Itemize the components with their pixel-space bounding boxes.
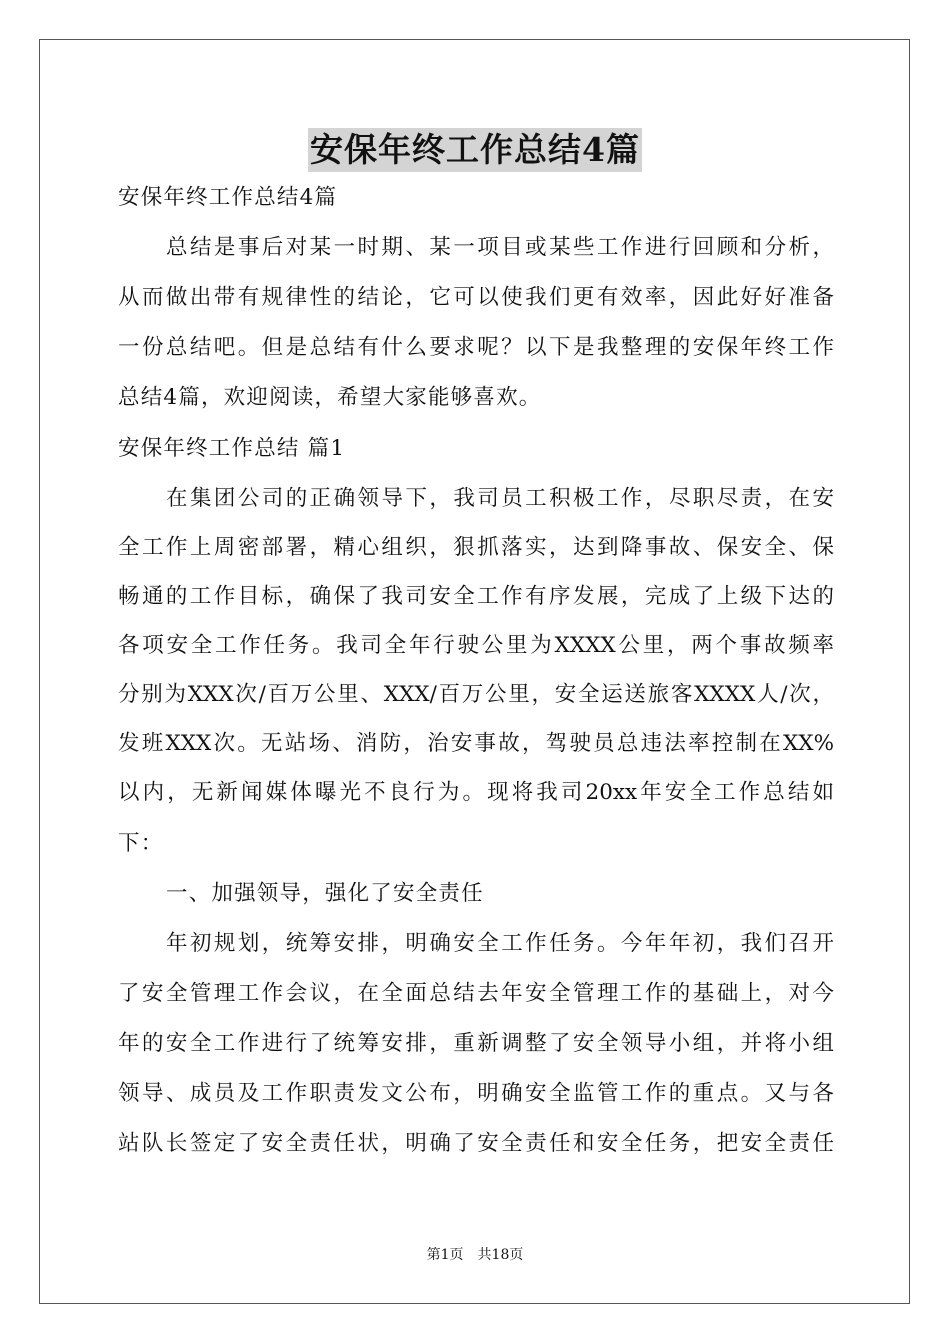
document-title-wrap	[0, 128, 950, 172]
body-line-8: 下：	[118, 831, 164, 856]
body-line-7: 以内，无新闻媒体曝光不良行为。现将我司20xx年安全工作总结如	[118, 780, 834, 805]
body-line-11: 年的安全工作进行了统筹安排，重新调整了安全领导小组，并将小组	[118, 1031, 834, 1056]
intro-line-4: 总结4篇，欢迎阅读，希望大家能够喜欢。	[118, 385, 542, 410]
document-title: 安保年终工作总结4篇	[308, 128, 642, 172]
intro-line-3: 一份总结吧。但是总结有什么要求呢？以下是我整理的安保年终工作	[118, 335, 834, 360]
body-line-13: 站队长签定了安全责任状，明确了安全责任和安全任务，把安全责任	[118, 1131, 834, 1156]
body-line-5: 分别为XXX次/百万公里、XXX/百万公里，安全运送旅客XXXX人/次，	[118, 682, 834, 707]
body-line-10: 了安全管理工作会议，在全面总结去年安全管理工作的基础上，对今	[118, 981, 834, 1006]
body-line-2: 全工作上周密部署，精心组织，狠抓落实，达到降事故、保安全、保	[118, 535, 834, 560]
body-line-1: 在集团公司的正确领导下，我司员工积极工作，尽职尽责，在安	[166, 486, 834, 511]
intro-line-1: 总结是事后对某一时期、某一项目或某些工作进行回顾和分析，	[166, 235, 834, 260]
intro-line-2: 从而做出带有规律性的结论，它可以使我们更有效率，因此好好准备	[118, 285, 834, 310]
section-heading: 安保年终工作总结 篇1	[118, 436, 346, 461]
page-border	[39, 39, 910, 1304]
subheading-1: 一、加强领导，强化了安全责任	[166, 881, 484, 906]
subtitle-line: 安保年终工作总结4篇	[118, 185, 338, 210]
body-line-3: 畅通的工作目标，确保了我司安全工作有序发展，完成了上级下达的	[118, 584, 834, 609]
body-line-9: 年初规划，统筹安排，明确安全工作任务。今年年初，我们召开	[166, 931, 834, 956]
body-line-6: 发班XXX次。无站场、消防，治安事故，驾驶员总违法率控制在XX%	[118, 731, 834, 756]
page-footer: 第1页 共18页	[426, 1247, 524, 1263]
body-line-12: 领导、成员及工作职责发文公布，明确安全监管工作的重点。又与各	[118, 1081, 834, 1106]
body-line-4: 各项安全工作任务。我司全年行驶公里为XXXX公里，两个事故频率	[118, 633, 834, 658]
